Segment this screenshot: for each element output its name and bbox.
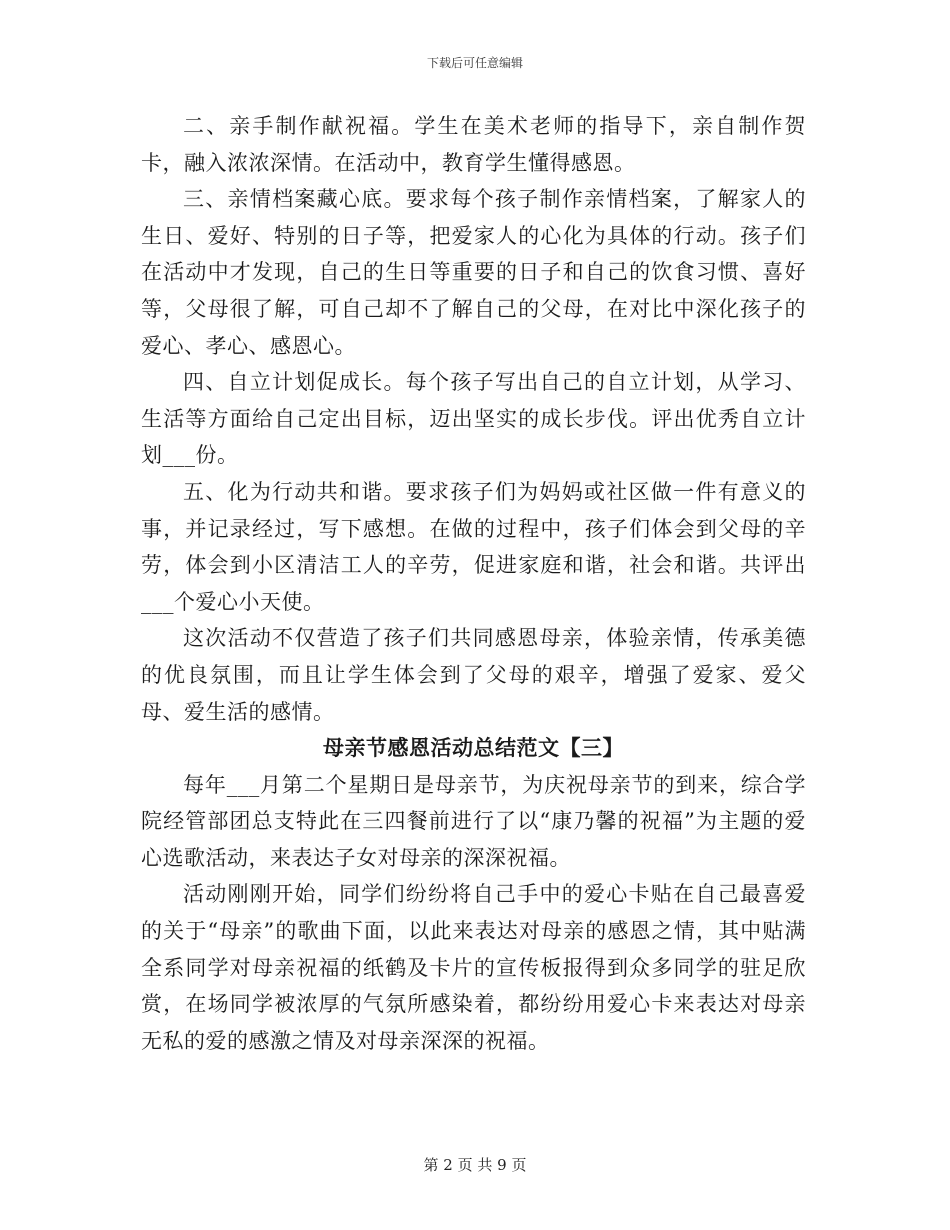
paragraph-self-reliance-plan: 四、自立计划促成长。每个孩子写出自己的自立计划，从学习、生活等方面给自己定出目标，迈出坚实的成长步伐。评出优秀自立计划___份。: [141, 370, 806, 468]
page-number-indicator: 第 2 页 共 9 页: [423, 1156, 527, 1174]
paragraph-summary: 这次活动不仅营造了孩子们共同感恩母亲，体验亲情，传承美德的优良氛围，而且让学生体会到了父母的艰辛，增强了爱家、爱父母、爱生活的感情。: [141, 626, 806, 724]
paragraph-handmade-cards: 二、亲手制作献祝福。学生在美术老师的指导下，亲自制作贺卡，融入浓浓深情。在活动中，教育学生懂得感恩。: [141, 114, 806, 175]
paragraph-harmony-action: 五、化为行动共和谐。要求孩子们为妈妈或社区做一件有意义的事，并记录经过，写下感想。在做的过程中，孩子们体会到父母的辛劳，体会到小区清洁工人的辛劳，促进家庭和谐，社会和谐。共评出___个爱心小天使。: [141, 479, 806, 614]
paragraph-mothers-day-intro: 每年___月第二个星期日是母亲节，为庆祝母亲节的到来，综合学院经管部团总支特此在三四餐前进行了以“康乃馨的祝福”为主题的爱心选歌活动，来表达子女对母亲的深深祝福。: [141, 772, 806, 870]
page-header-note: 下载后可任意编辑: [426, 56, 523, 70]
document-body: [141, 108, 806, 1059]
section-title: 母亲节感恩活动总结范文【三】: [323, 735, 624, 761]
paragraph-activity-description: 活动刚刚开始，同学们纷纷将自己手中的爱心卡贴在自己最喜爱的关于“母亲”的歌曲下面，以此来表达对母亲的感恩之情，其中贴满全系同学对母亲祝福的纸鹤及卡片的宣传板报得到众多同学的驻足欣赏，在场同学被浓厚的气氛所感染着，都纷纷用爱心卡来表达对母亲无私的爱的感激之情及对母亲深深的祝福。: [141, 882, 806, 1053]
paragraph-family-archive: 三、亲情档案藏心底。要求每个孩子制作亲情档案，了解家人的生日、爱好、特别的日子等，把爱家人的心化为具体的行动。孩子们在活动中才发现，自己的生日等重要的日子和自己的饮食习惯、喜好等，父母很了解，可自己却不了解自己的父母，在对比中深化孩子的爱心、孝心、感恩心。: [141, 187, 806, 358]
